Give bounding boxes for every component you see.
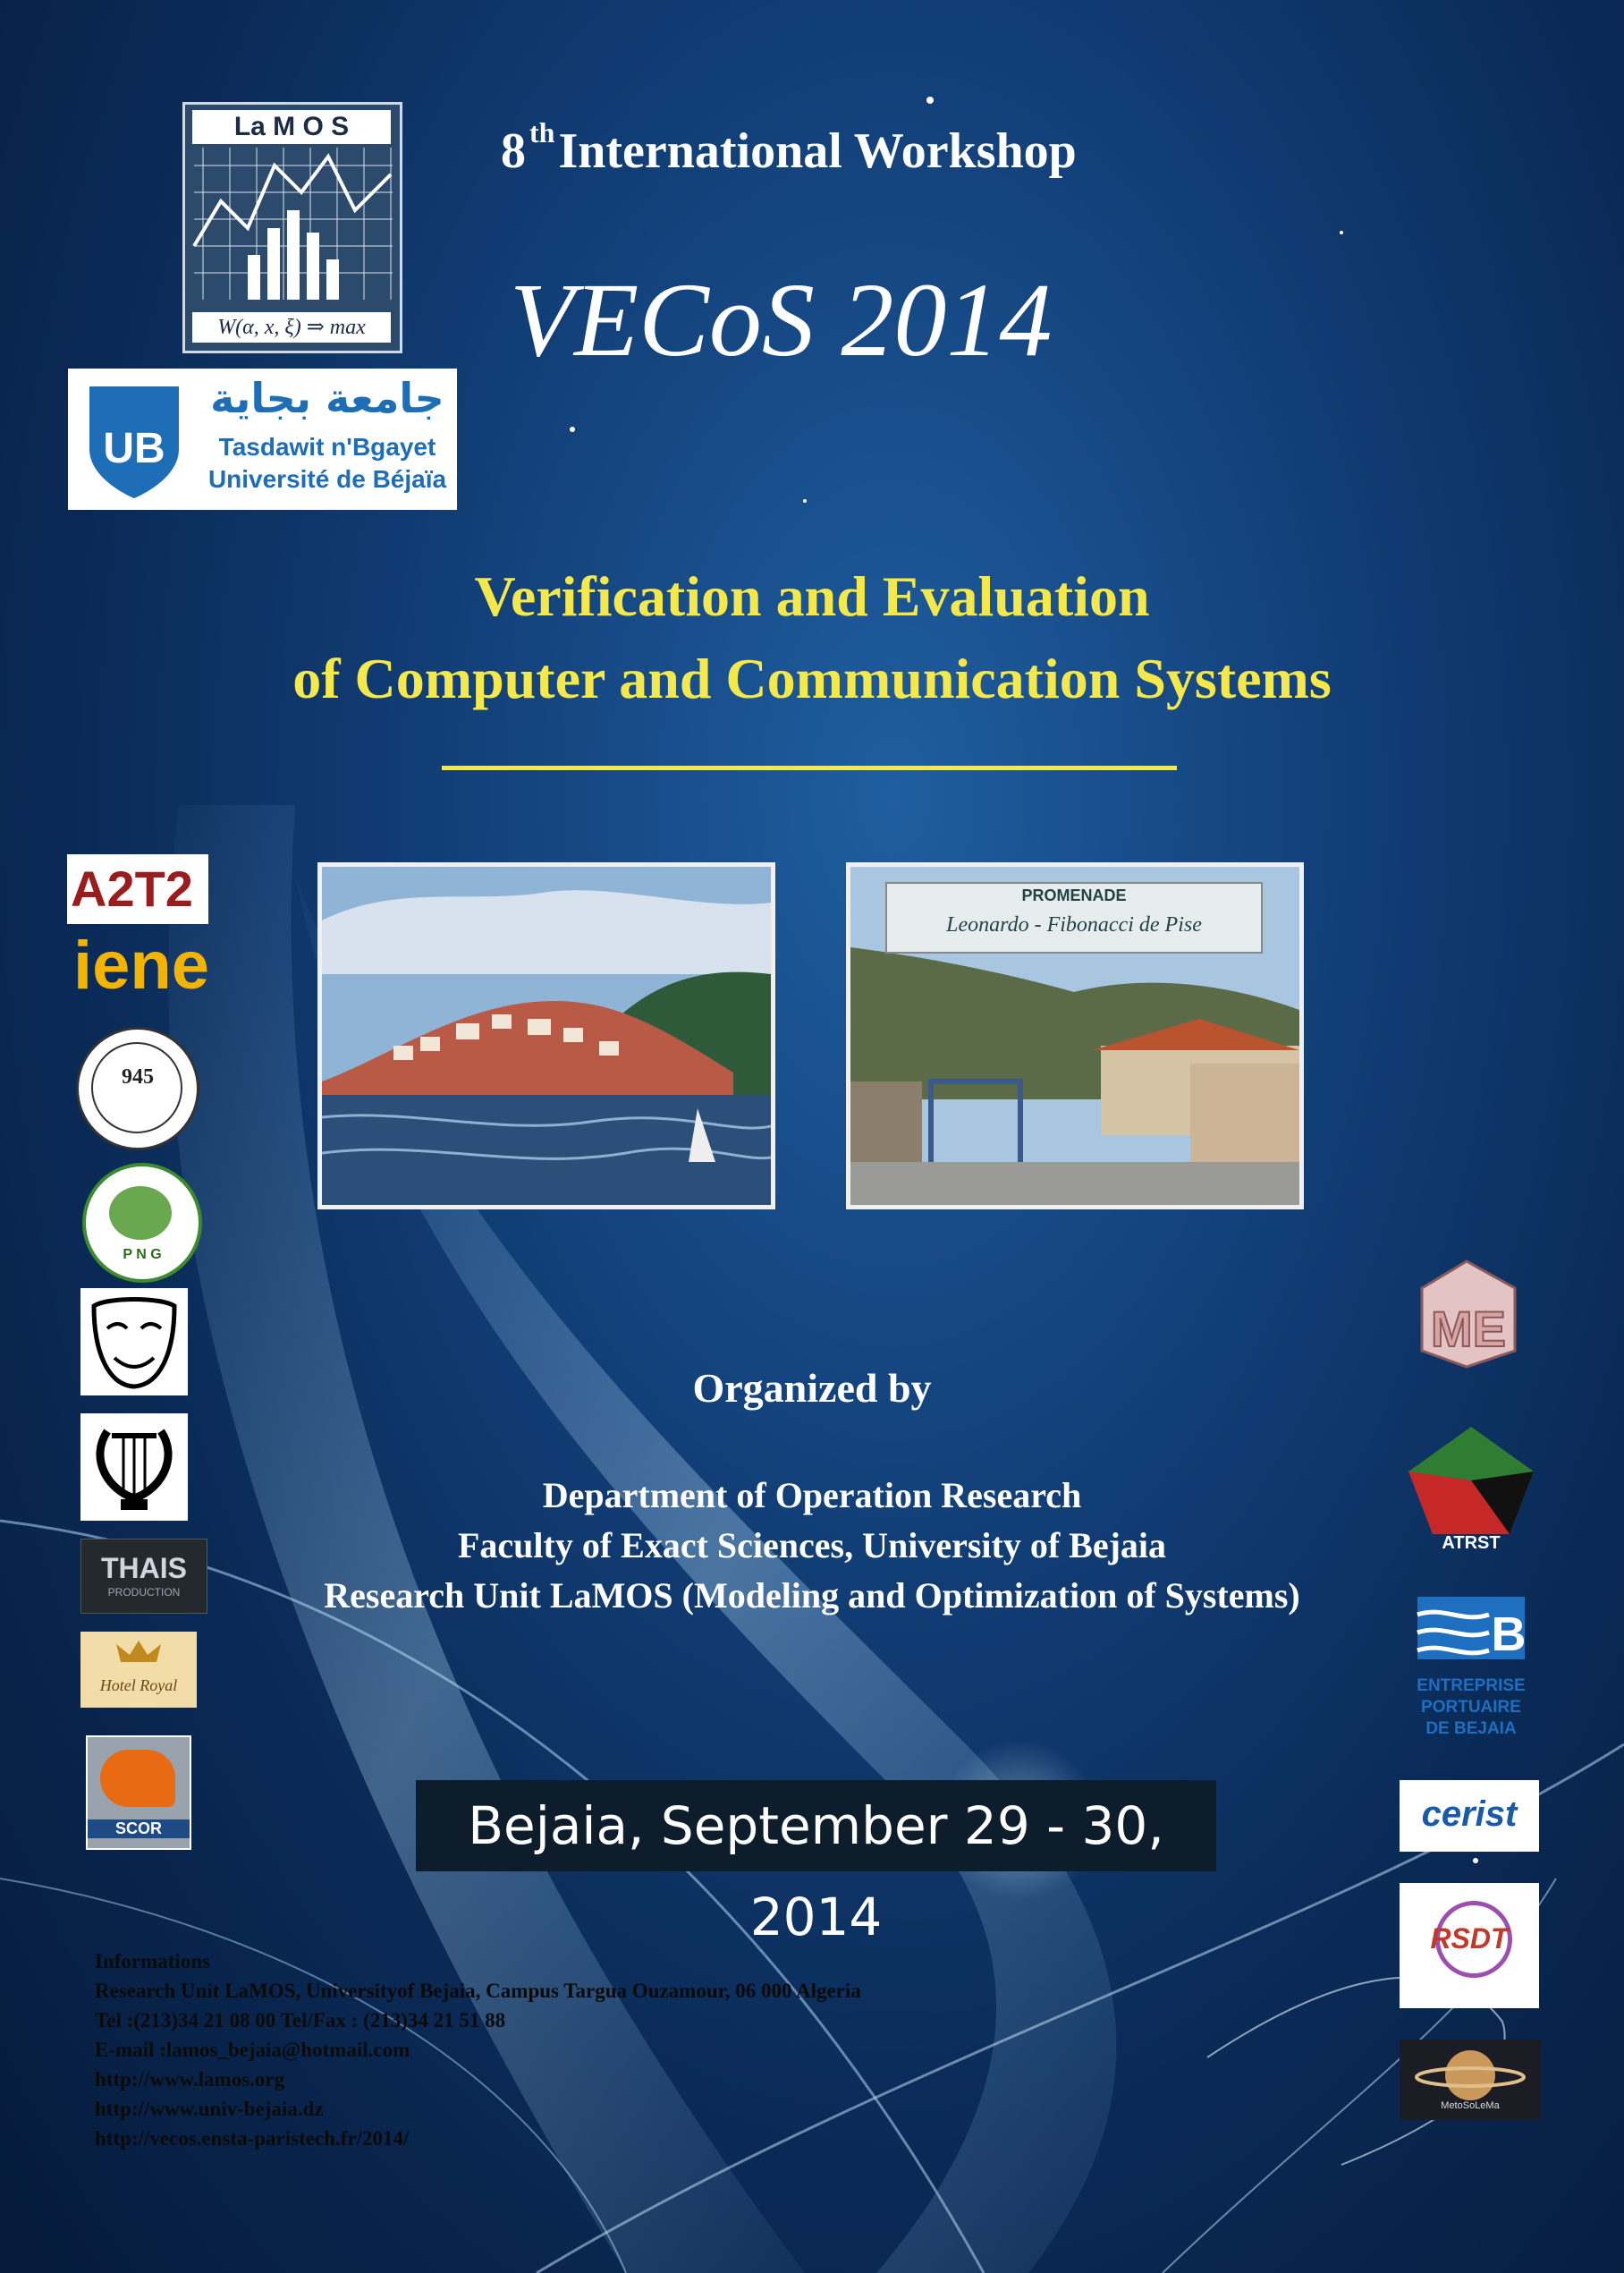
organized-by-label: Organized by — [692, 1365, 932, 1411]
workshop-ordinal: 8 — [501, 123, 526, 179]
lamos-chart-icon — [185, 148, 400, 309]
subtitle-line2: of Computer and Communication Systems — [292, 647, 1332, 710]
info-heading: Informations — [95, 1950, 211, 1972]
organizer-line2: Faculty of Exact Sciences, University of Bejaia — [457, 1525, 1167, 1565]
badge-945-text: 945 — [122, 1065, 154, 1089]
hotel-royal-logo — [80, 1632, 197, 1708]
cerist-logo — [1400, 1780, 1539, 1852]
svg-text:B: B — [1491, 1607, 1527, 1661]
event-name: VECoS 2014 — [510, 261, 1053, 378]
me-logo — [1404, 1252, 1533, 1369]
mercury-logo — [1400, 2040, 1541, 2120]
event-date: Bejaia, September 29 - 30, 2014 — [416, 1780, 1216, 1871]
svg-text:ME: ME — [1431, 1301, 1506, 1357]
rsdt-logo-text: RSDT — [1430, 1922, 1509, 1955]
info-phone: Tel :(213)34 21 08 00 Tel/Fax : (213)34 21 51 88 — [95, 2009, 506, 2031]
scor-logo-text: SCOR — [88, 1819, 190, 1838]
photo-promenade — [846, 862, 1304, 1209]
workshop-name: International Workshop — [558, 123, 1077, 179]
a2t2-logo-text: A2T2 — [71, 861, 193, 917]
svg-text:UB: UB — [103, 425, 165, 472]
lamos-logo — [182, 102, 402, 353]
university-name-line1: Tasdawit n'Bgayet — [218, 433, 436, 461]
thais-logo-text: THAIS — [101, 1552, 187, 1584]
info-url-univ[interactable]: http://www.univ-bejaia.dz — [95, 2098, 324, 2120]
a2t2-logo — [67, 854, 208, 924]
promenade-sign-top: PROMENADE — [1021, 886, 1127, 904]
university-bejaia-logo — [68, 369, 457, 510]
promenade-sign-main: Leonardo - Fibonacci de Pise — [946, 913, 1202, 937]
badge-945-logo — [76, 1027, 199, 1150]
info-email: E-mail :lamos_bejaia@hotmail.com — [95, 2039, 410, 2061]
university-shield-icon — [80, 377, 188, 503]
scor-logo — [86, 1735, 191, 1850]
university-name-line2: Université de Béjaïa — [207, 465, 447, 493]
info-address: Research Unit LaMOS, Universityof Bejaia, Campus Targua Ouzamour, 06 000 Algeria — [95, 1980, 861, 2002]
iene-logo: iene — [73, 928, 210, 1004]
png-logo — [82, 1163, 202, 1283]
mercury-logo-text: MetoSoLeMa — [1441, 2100, 1500, 2111]
hotel-royal-text: Hotel Royal — [99, 1676, 178, 1694]
subtitle-line1: Verification and Evaluation — [474, 564, 1150, 628]
lamos-logo-title: La M O S — [192, 110, 391, 144]
photo-bejaia-painting — [317, 862, 775, 1209]
png-logo-letters: P N G — [123, 1247, 162, 1262]
organizer-line3: Research Unit LaMOS (Modeling and Optimization of Systems) — [324, 1575, 1300, 1616]
organizer-line1: Department of Operation Research — [542, 1475, 1082, 1515]
crown-icon — [80, 1635, 197, 1671]
cerist-logo-text: cerist — [1421, 1794, 1518, 1834]
epb-logo-text: ENTREPRISE PORTUAIRE DE BEJAIA — [1417, 1676, 1526, 1738]
university-arabic-name: جامعة بجاية — [210, 374, 444, 422]
lamos-logo-formula: W(α, x, ξ) ⇒ max — [192, 312, 391, 343]
me-cube-icon — [1404, 1252, 1533, 1369]
info-url-vecos[interactable]: http://vecos.ensta-paristech.fr/2014/ — [95, 2127, 410, 2150]
workshop-ordinal-suffix: th — [529, 116, 555, 148]
thais-logo-subtext: PRODUCTION — [107, 1586, 181, 1599]
info-url-lamos[interactable]: http://www.lamos.org — [95, 2068, 285, 2091]
workshop-title — [501, 116, 1077, 180]
bejaia-painting-image — [322, 867, 771, 1205]
atrst-logo-text: ATRST — [1442, 1533, 1501, 1553]
rsdt-logo — [1400, 1883, 1539, 2008]
title-divider — [442, 766, 1177, 770]
